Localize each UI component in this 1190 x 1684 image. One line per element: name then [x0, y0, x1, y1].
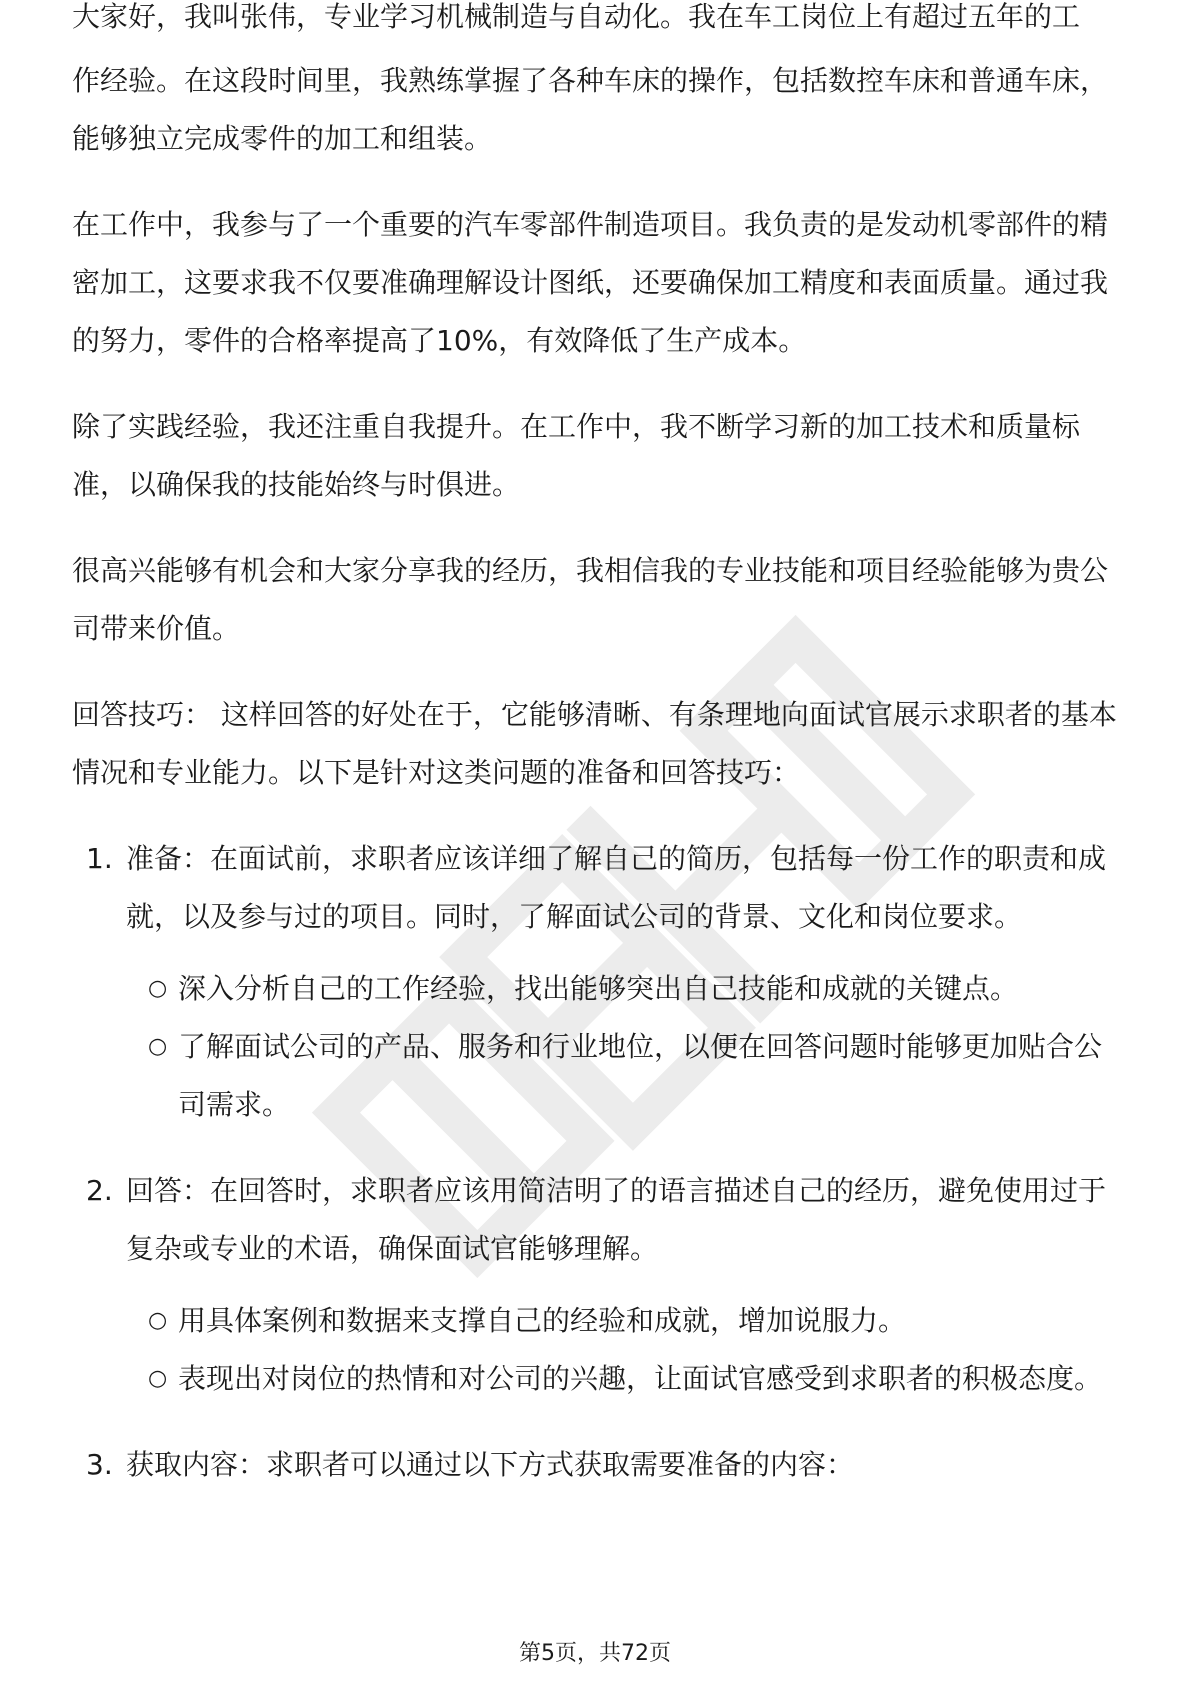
bullet-circle-icon: ○ [148, 1308, 168, 1333]
sub-list-item [72, 1350, 1122, 1408]
paragraph-closing: 很高兴能够有机会和大家分享我的经历，我相信我的专业技能和项目经验能够为贵公司带来价值。 [72, 554, 1109, 645]
document-body [72, 0, 1122, 1506]
list-item-text: 获取内容：求职者可以通过以下方式获取需要准备的内容： [126, 1448, 855, 1481]
sub-list-item [72, 1018, 1122, 1134]
list-number: 2. [86, 1174, 113, 1207]
bullet-circle-icon: ○ [148, 976, 168, 1001]
page-footer: 第5页，共72页 [519, 1641, 671, 1666]
sub-list-item-text: 了解面试公司的产品、服务和行业地位，以便在回答问题时能够更加贴合公司需求。 [178, 1030, 1103, 1121]
clipped-top-line-text: 大家好，我叫张伟，专业学习机械制造与自动化。我在车工岗位上有超过五年的工 [72, 0, 1081, 33]
bullet-circle-icon: ○ [148, 1366, 168, 1391]
paragraph-project: 在工作中，我参与了一个重要的汽车零部件制造项目。我负责的是发动机零部件的精密加工，这要求我不仅要准确理解设计图纸，还要确保加工精度和表面质量。通过我的努力，零件的合格率提高了10%，有效降低了生产成本。 [72, 208, 1109, 357]
list-item-text: 回答：在回答时，求职者应该用简洁明了的语言描述自己的经历，避免使用过于复杂或专业的术语，确保面试官能够理解。 [126, 1174, 1107, 1265]
list-number: 1. [86, 842, 113, 875]
list-number: 3. [86, 1448, 113, 1481]
list-item-prepare [72, 830, 1122, 946]
sub-list-prepare [72, 960, 1122, 1134]
sub-list-item-text: 用具体案例和数据来支撑自己的经验和成就，增加说服力。 [178, 1304, 907, 1337]
list-item-text: 准备：在面试前，求职者应该详细了解自己的简历，包括每一份工作的职责和成就，以及参与过的项目。同时，了解面试公司的背景、文化和岗位要求。 [126, 842, 1107, 933]
paragraph-tips: 回答技巧： 这样回答的好处在于，它能够清晰、有条理地向面试官展示求职者的基本情况和专业能力。以下是针对这类问题的准备和回答技巧： [72, 698, 1117, 789]
clipped-top-line [72, 0, 1122, 52]
paragraph-intro: 作经验。在这段时间里，我熟练掌握了各种车床的操作，包括数控车床和普通车床，能够独立完成零件的加工和组装。 [72, 64, 1109, 155]
list-item-get-content [72, 1436, 1122, 1494]
paragraph-self-improvement: 除了实践经验，我还注重自我提升。在工作中，我不断学习新的加工技术和质量标准，以确保我的技能始终与时俱进。 [72, 410, 1081, 501]
bullet-circle-icon: ○ [148, 1034, 168, 1059]
sub-list-item-text: 表现出对岗位的热情和对公司的兴趣，让面试官感受到求职者的积极态度。 [178, 1362, 1103, 1395]
sub-list-item-text: 深入分析自己的工作经验，找出能够突出自己技能和成就的关键点。 [178, 972, 1019, 1005]
sub-list-item [72, 1292, 1122, 1350]
sub-list-item [72, 960, 1122, 1018]
list-item-answer [72, 1162, 1122, 1278]
sub-list-answer [72, 1292, 1122, 1408]
